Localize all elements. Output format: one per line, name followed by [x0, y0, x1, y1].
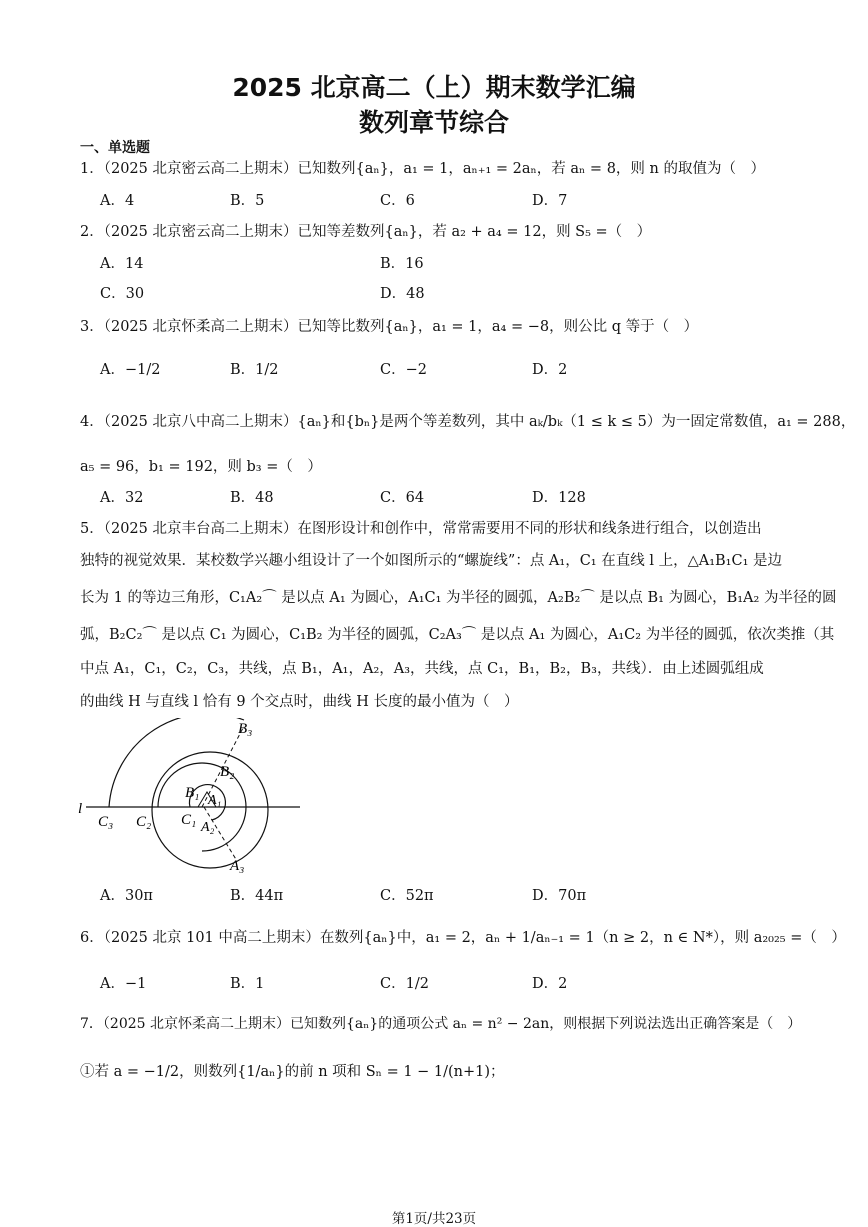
question-3-stem: 3．（2025 北京怀柔高二上期末）已知等比数列{aₙ}，a₁ = 1，a₄ = −8，则公比 q 等于（ ） [80, 319, 699, 335]
label-c2: C₂ [136, 814, 152, 830]
q6-option-b: B．1 [230, 976, 265, 992]
label-b1: B₁ [185, 785, 200, 801]
spiral-figure [72, 718, 332, 878]
question-4-stem-line1: 4．（2025 北京八中高二上期末）{aₙ}和{bₙ}是两个等差数列，其中 aₖ/bₖ（1 ≤ k ≤ 5）为一固定常数值，a₁ = 288， [80, 414, 856, 430]
label-a3: A₃ [230, 858, 245, 874]
q2-option-a: A．14 [100, 256, 144, 272]
q6-option-a: A．−1 [100, 976, 147, 992]
q4-option-a: A．32 [100, 490, 144, 506]
page-subtitle: 数列章节综合 [358, 108, 509, 137]
q3-option-d: D．2 [532, 362, 568, 378]
q3-option-a: A．−1/2 [100, 362, 161, 378]
q6-option-d: D．2 [532, 976, 568, 992]
q3-option-b: B．1/2 [230, 362, 279, 378]
question-7-item-1: ①若 a = −1/2，则数列{1/aₙ}的前 n 项和 Sₙ = 1 − 1/(n+1)； [80, 1064, 505, 1080]
q4-option-b: B．48 [230, 490, 274, 506]
label-a2: A₂ [201, 820, 215, 835]
q1-option-a: A．4 [100, 193, 135, 209]
label-c1: C₁ [181, 812, 197, 828]
question-7-stem: 7．（2025 北京怀柔高二上期末）已知数列{aₙ}的通项公式 aₙ = n² − 2an，则根据下列说法选出正确答案是（ ） [80, 1016, 802, 1032]
q5-option-a: A．30π [100, 888, 153, 904]
q4-option-d: D．128 [532, 490, 586, 506]
question-6-stem: 6．（2025 北京 101 中高二上期末）在数列{aₙ}中，a₁ = 2，aₙ + 1/aₙ₋₁ = 1（n ≥ 2，n ∈ N*），则 a₂₀₂₅ =（ ） [80, 930, 846, 946]
question-5-line6: 的曲线 H 与直线 l 恰有 9 个交点时，曲线 H 长度的最小值为（ ） [80, 694, 519, 710]
label-l: l [78, 801, 83, 817]
question-2-stem: 2．（2025 北京密云高二上期末）已知等差数列{aₙ}，若 a₂ + a₄ = 12，则 S₅ =（ ） [80, 224, 652, 240]
q2-option-b: B．16 [380, 256, 424, 272]
q5-option-d: D．70π [532, 888, 587, 904]
question-5-line5: 中点 A₁，C₁，C₂，C₃，共线，点 B₁，A₁，A₂，A₃，共线，点 C₁，B₁，B₂，B₃，共线）．由上述圆弧组成 [80, 661, 764, 677]
q1-option-d: D．7 [532, 193, 568, 209]
q1-option-c: C．6 [380, 193, 415, 209]
question-4-stem-line2: a₅ = 96，b₁ = 192，则 b₃ =（ ） [80, 459, 322, 475]
label-c3: C₃ [98, 814, 114, 830]
q2-option-d: D．48 [380, 286, 425, 302]
q5-option-c: C．52π [380, 888, 434, 904]
question-5-line4: 弧，B₂C₂⌒ 是以点 C₁ 为圆心，C₁B₂ 为半径的圆弧，C₂A₃⌒ 是以点 A₁ 为圆心，A₁C₂ 为半径的圆弧，依次类推（其 [80, 627, 835, 643]
q5-option-b: B．44π [230, 888, 284, 904]
label-b2: B₂ [220, 764, 235, 780]
question-5-line2: 独特的视觉效果．某校数学兴趣小组设计了一个如图所示的“螺旋线”：点 A₁，C₁ 在直线 l 上，△A₁B₁C₁ 是边 [80, 553, 783, 569]
label-b3: B₃ [238, 721, 253, 737]
q3-option-c: C．−2 [380, 362, 427, 378]
q1-option-b: B．5 [230, 193, 265, 209]
question-1-stem: 1．（2025 北京密云高二上期末）已知数列{aₙ}，a₁ = 1，aₙ₊₁ = 2aₙ，若 aₙ = 8，则 n 的取值为（ ） [80, 161, 765, 177]
q2-option-c: C．30 [100, 286, 145, 302]
section-heading: 一、单选题 [80, 140, 150, 156]
page-footer: 第1页/共23页 [391, 1211, 477, 1227]
question-5-line3: 长为 1 的等边三角形，C₁A₂⌒ 是以点 A₁ 为圆心，A₁C₁ 为半径的圆弧，A₂B₂⌒ 是以点 B₁ 为圆心，B₁A₂ 为半径的圆 [80, 590, 837, 606]
question-5-line1: 5．（2025 北京丰台高二上期末）在图形设计和创作中，常常需要用不同的形状和线条进行组合，以创造出 [80, 521, 762, 537]
q4-option-c: C．64 [380, 490, 425, 506]
label-a1: A₁ [208, 793, 222, 808]
page-title: 2025 北京高二（上）期末数学汇编 [232, 73, 636, 102]
q6-option-c: C．1/2 [380, 976, 429, 992]
